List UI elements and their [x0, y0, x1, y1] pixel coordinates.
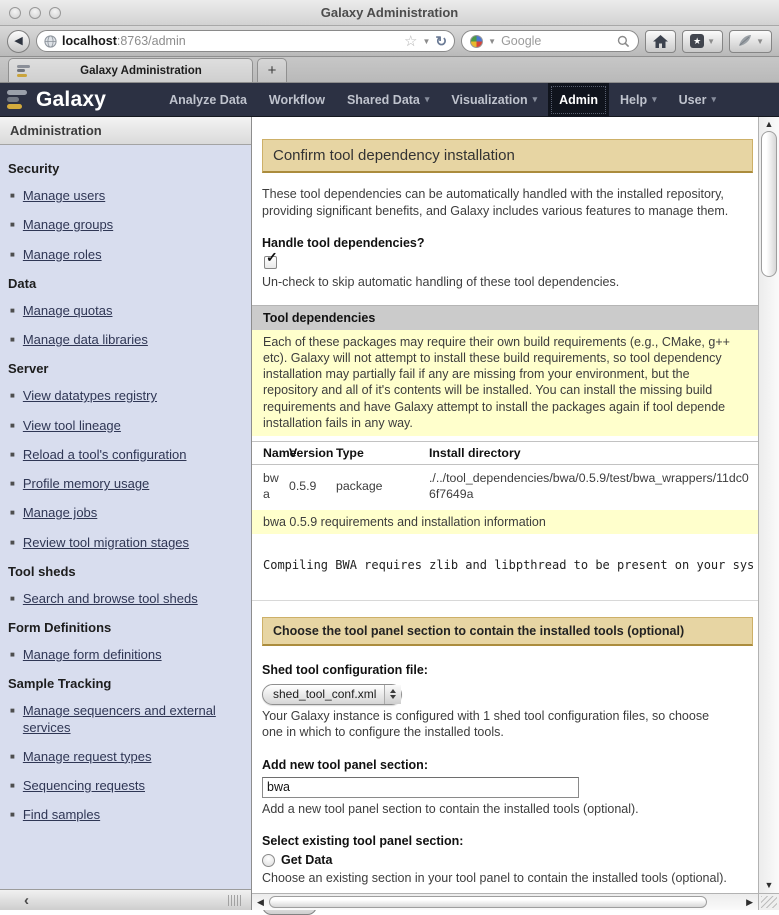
table-header-row — [252, 442, 758, 465]
sidebar-body — [0, 145, 251, 889]
tab-strip — [0, 57, 779, 83]
sidebar-link-row — [10, 778, 243, 794]
url-path: :8763/admin — [116, 34, 186, 48]
search-engine-dropdown-icon[interactable]: ▼ — [488, 36, 497, 46]
sidebar-link-manage-roles[interactable]: Manage roles — [22, 246, 102, 262]
page-title: Confirm tool dependency installation — [262, 139, 753, 173]
nav-item-admin[interactable] — [548, 83, 609, 117]
search-bar[interactable] — [461, 30, 639, 52]
panels — [0, 117, 779, 910]
sidebar-section-security: Security — [8, 161, 60, 176]
checkmark-icon: ✓ — [266, 249, 278, 265]
url-bar[interactable] — [36, 30, 455, 52]
back-button[interactable]: ◀ — [7, 30, 30, 53]
nav-item-label: Workflow — [268, 92, 325, 107]
panel-drag-handle[interactable] — [228, 895, 241, 906]
chevron-down-icon: ▾ — [424, 94, 430, 104]
home-button[interactable] — [645, 30, 676, 53]
bullet-icon: ■ — [10, 220, 15, 230]
sidebar-link-row — [10, 332, 243, 348]
bullet-icon: ■ — [10, 479, 15, 488]
sidebar-link-reload-a-tool-s-configuration[interactable]: Reload a tool's configuration — [22, 446, 187, 462]
home-icon — [653, 35, 668, 48]
column-header-version: Version — [289, 442, 336, 465]
sidebar-link-row — [10, 418, 243, 434]
sidebar-link-row — [10, 217, 243, 233]
sidebar-link-row — [10, 247, 243, 263]
new-tab-button[interactable]: + — [257, 58, 287, 82]
panel-section-header: Choose the tool panel section to contain the installed tools (optional) — [262, 617, 753, 646]
sidebar-link-row — [10, 505, 243, 521]
scroll-left-icon[interactable]: ◀ — [257, 896, 264, 907]
sidebar-section-form-definitions: Form Definitions — [8, 620, 112, 635]
resize-grip[interactable] — [758, 893, 779, 910]
sidebar-link-manage-form-definitions[interactable]: Manage form definitions — [22, 647, 162, 662]
galaxy-masthead — [0, 83, 779, 117]
sidebar-link-manage-users[interactable]: Manage users — [22, 188, 106, 203]
section-divider — [252, 600, 758, 601]
bullet-icon: ■ — [10, 420, 15, 430]
shed-conf-label: Shed tool configuration file: — [262, 662, 428, 677]
sidebar-link-sequencing-requests[interactable]: Sequencing requests — [22, 778, 145, 793]
chevron-down-icon: ▾ — [652, 94, 657, 104]
sidebar-link-row — [10, 476, 243, 492]
nav-item-label: Shared Data — [346, 92, 420, 107]
dependencies-table — [252, 441, 758, 509]
nav-item-workflow[interactable] — [258, 83, 336, 117]
warning-line: installation fails in any way. — [263, 415, 413, 430]
nav-item-help[interactable] — [609, 83, 668, 117]
sidebar-link-manage-sequencers-and-external-services[interactable]: Manage sequencers and external services — [22, 703, 216, 735]
nav-item-label: Analyze Data — [169, 92, 247, 107]
warning-line: repository and all of it's contents will be installed. You can install the missing build — [263, 383, 713, 398]
bullet-icon: ■ — [10, 593, 15, 603]
handle-dependencies-label: Handle tool dependencies? — [262, 236, 425, 250]
scroll-down-icon[interactable]: ▼ — [764, 880, 774, 890]
table-cell: bwa — [263, 471, 279, 501]
nav-item-label: Help — [620, 92, 648, 107]
admin-sidebar — [0, 117, 252, 910]
sidebar-link-row — [10, 703, 243, 736]
bullet-icon: ■ — [10, 391, 15, 401]
intro-text: These tool dependencies can be automatically handled with the installed repository, providing significant benefits, and Galaxy includes various features to manage them. — [262, 187, 729, 218]
bookmarks-dropdown-icon: ▼ — [707, 36, 716, 46]
vertical-scroll-thumb[interactable] — [761, 131, 777, 277]
window-title: Galaxy Administration — [320, 5, 459, 20]
chevron-down-icon: ▾ — [532, 94, 538, 104]
warning-line: etc). Galaxy will not attempt to install these build requirements, so tool dependency — [263, 350, 722, 365]
google-logo-icon — [470, 35, 483, 48]
reload-icon[interactable]: ↻ — [435, 33, 448, 49]
titlebar — [0, 0, 779, 26]
sidebar-link-view-datatypes-registry[interactable]: View datatypes registry — [22, 388, 158, 404]
magnifier-icon[interactable] — [617, 35, 630, 48]
bullet-icon: ■ — [10, 706, 15, 716]
sidebar-section-data: Data — [8, 275, 37, 291]
sidebar-link-row — [10, 447, 243, 463]
sidebar-link-row — [10, 303, 243, 319]
sidebar-section-tool-sheds: Tool sheds — [8, 563, 76, 579]
sidebar-title: Administration — [0, 117, 251, 145]
sidebar-link-manage-jobs[interactable]: Manage jobs — [22, 505, 98, 521]
table-cell: package — [336, 478, 383, 493]
site-globe-icon — [44, 35, 57, 48]
sidebar-section-server: Server — [8, 361, 49, 377]
handle-dependencies-checkbox[interactable] — [264, 249, 278, 269]
nav-item-visualization[interactable] — [440, 83, 548, 117]
column-header-type: Type — [336, 442, 429, 465]
search-input[interactable]: Google — [501, 34, 542, 48]
scroll-up-icon[interactable]: ▲ — [764, 119, 774, 129]
tab-title: Galaxy Administration — [80, 64, 202, 77]
warning-line: requirements and have Galaxy attempt to install the packages again if tool depende — [263, 399, 726, 414]
nav-item-label: Admin — [559, 92, 599, 107]
nav-item-user[interactable] — [668, 83, 727, 117]
sidebar-link-row — [10, 807, 243, 823]
masthead-nav — [158, 83, 727, 117]
sidebar-link-row — [10, 388, 243, 404]
warning-line: installation may partially fail if any are missing from your environment, but the — [263, 367, 690, 381]
sidebar-link-view-tool-lineage[interactable]: View tool lineage — [22, 417, 121, 433]
bookmark-star-icon[interactable]: ☆ — [404, 32, 418, 50]
select-arrows-icon — [384, 685, 401, 704]
sidebar-link-find-samples[interactable]: Find samples — [22, 807, 101, 823]
sidebar-link-review-tool-migration-stages[interactable]: Review tool migration stages — [22, 534, 190, 550]
bullet-icon: ■ — [10, 781, 15, 790]
chevron-down-icon: ▾ — [711, 94, 716, 104]
handle-dependencies-help: Un-check to skip automatic handling of these tool dependencies. — [262, 275, 620, 289]
content-panel — [252, 117, 779, 910]
galaxy-brand[interactable] — [7, 88, 106, 112]
sidebar-link-manage-request-types[interactable]: Manage request types — [22, 748, 152, 764]
table-cell: ./../tool_dependencies/bwa/0.5.9/test/bwa_wrappers/11dc06f7649a — [429, 471, 749, 501]
url-text[interactable] — [62, 34, 399, 48]
galaxy-logo-icon — [7, 90, 27, 109]
sidebar-link-row — [10, 591, 243, 607]
new-section-input[interactable] — [262, 777, 579, 798]
sidebar-link-row — [10, 647, 243, 663]
table-row — [252, 465, 758, 509]
content-scroll-area — [252, 117, 758, 893]
bullet-icon: ■ — [10, 537, 15, 547]
get-data-radio[interactable] — [262, 854, 275, 867]
vertical-scrollbar[interactable] — [758, 117, 779, 893]
sidebar-link-manage-quotas[interactable]: Manage quotas — [22, 302, 113, 318]
readme-text: Compiling BWA requires zlib and libpthread to be present on your sys — [263, 557, 755, 572]
requirements-info-bar: bwa 0.5.9 requirements and installation information — [252, 510, 758, 534]
horizontal-scrollbar[interactable] — [252, 893, 758, 910]
get-data-radio-label: Get Data — [281, 853, 333, 868]
feather-icon — [737, 34, 753, 48]
bullet-icon: ■ — [10, 335, 15, 344]
shed-conf-select[interactable] — [262, 684, 402, 705]
sidebar-link-manage-groups[interactable]: Manage groups — [22, 217, 114, 233]
bullet-icon: ■ — [10, 305, 15, 315]
horizontal-scroll-track[interactable] — [267, 894, 743, 910]
sidebar-link-manage-data-libraries[interactable]: Manage data libraries — [22, 332, 148, 347]
collapse-panel-icon[interactable]: ‹ — [24, 891, 29, 909]
bullet-icon: ■ — [10, 449, 15, 459]
galaxy-favicon — [17, 65, 30, 77]
bullet-icon: ■ — [10, 650, 15, 659]
tool-dependencies-header: Tool dependencies — [252, 305, 758, 330]
nav-item-analyze-data[interactable] — [158, 83, 258, 117]
bullet-icon: ■ — [10, 249, 15, 259]
bullet-icon: ■ — [10, 751, 15, 761]
bullet-icon: ■ — [10, 191, 15, 200]
tools-dropdown-icon: ▼ — [756, 36, 764, 46]
scroll-right-icon[interactable]: ▶ — [746, 896, 753, 907]
shed-conf-selected-value: shed_tool_conf.xml — [273, 687, 377, 702]
bullet-icon: ■ — [10, 810, 15, 820]
new-section-label: Add new tool panel section: — [262, 757, 428, 772]
nav-item-label: User — [678, 92, 707, 107]
bookmarks-button[interactable] — [682, 30, 723, 53]
column-header-install-directory: Install directory — [429, 442, 758, 465]
build-requirements-warning — [252, 330, 758, 437]
sidebar-link-profile-memory-usage[interactable]: Profile memory usage — [22, 476, 150, 491]
url-dropdown-icon[interactable]: ▼ — [422, 36, 431, 46]
sidebar-link-row — [10, 749, 243, 765]
bullet-icon: ■ — [10, 508, 15, 518]
sidebar-footer — [0, 889, 251, 910]
tools-button[interactable] — [729, 30, 772, 53]
nav-item-shared-data[interactable] — [336, 83, 440, 117]
url-host: localhost — [62, 34, 117, 48]
existing-section-label: Select existing tool panel section: — [262, 834, 464, 849]
bookmarks-icon: ★ — [690, 34, 704, 48]
warning-line: Each of these packages may require their own build requirements (e.g., CMake, g++ — [263, 334, 730, 349]
column-header-name: Name — [252, 442, 289, 465]
sidebar-link-row — [10, 188, 243, 204]
browser-toolbar — [0, 26, 779, 57]
table-cell: 0.5.9 — [289, 478, 317, 493]
sidebar-section-sample-tracking: Sample Tracking — [8, 676, 112, 692]
brand-name: Galaxy — [36, 87, 107, 111]
sidebar-link-row — [10, 535, 243, 551]
sidebar-link-search-and-browse-tool-sheds[interactable]: Search and browse tool sheds — [22, 590, 198, 606]
tab-galaxy-administration[interactable] — [8, 58, 253, 82]
horizontal-scroll-thumb[interactable] — [269, 896, 707, 908]
shed-conf-help: Your Galaxy instance is configured with 1 shed tool configuration files, so choose one in which to configure the installed tools. — [262, 708, 710, 740]
new-section-help: Add a new tool panel section to contain the installed tools (optional). — [262, 801, 639, 816]
existing-section-help: Choose an existing section in your tool panel to contain the installed tools (optional). — [262, 871, 727, 886]
nav-item-label: Visualization — [451, 92, 528, 107]
